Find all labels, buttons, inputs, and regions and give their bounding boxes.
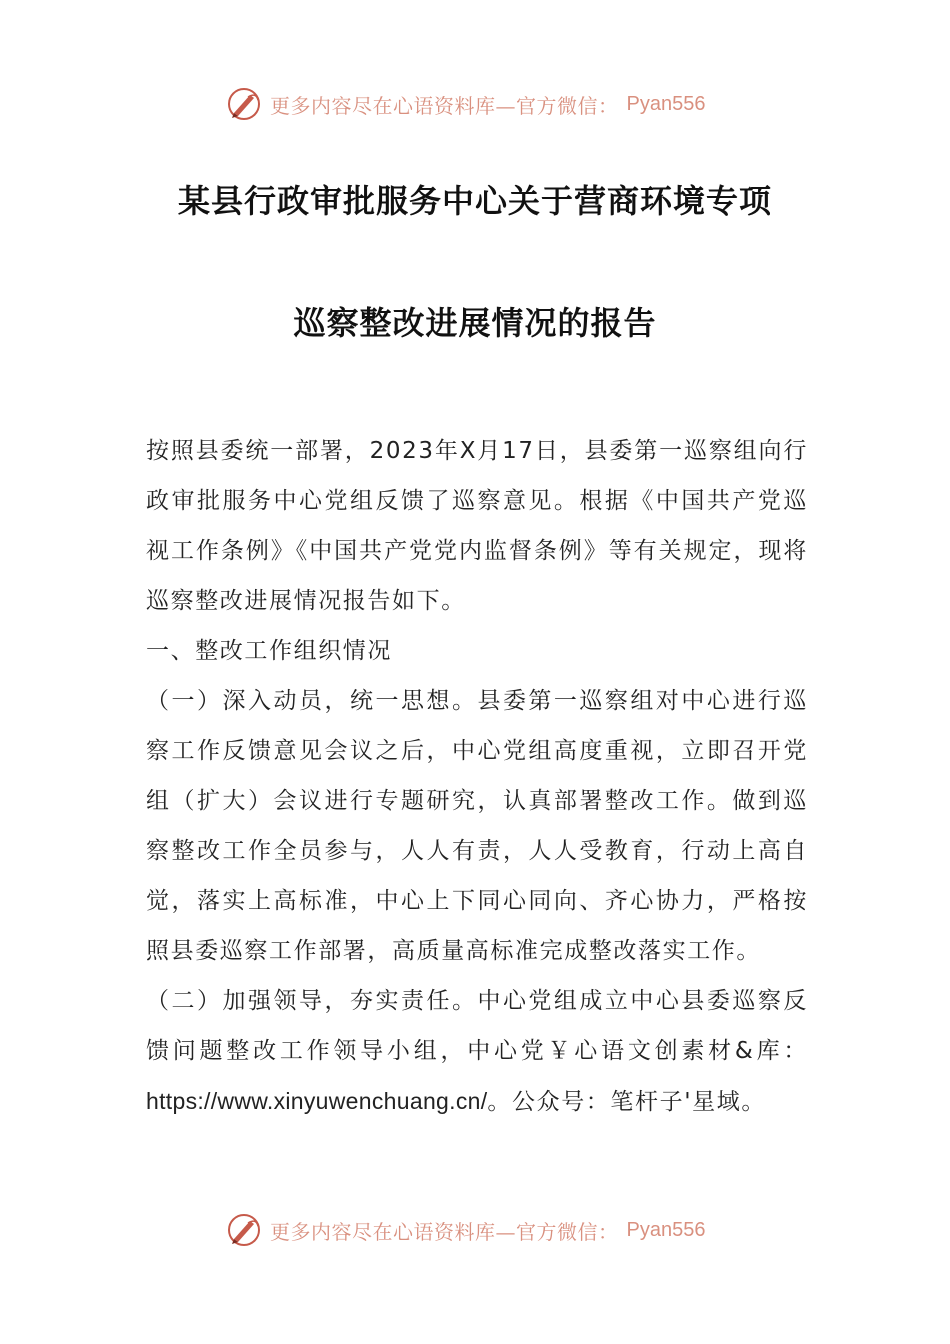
website-url: https://www.xinyuwenchuang.cn/ xyxy=(146,1088,488,1114)
paragraph-mobilization: （一）深入动员，统一思想。县委第一巡察组对中心进行巡察工作反馈意见会议之后，中心党组高度重视，立即召开党组（扩大）会议进行专题研究，认真部署整改工作。做到巡察整改工作全员参与，人人有责，人人受教育，行动上高自觉，落实上高标准，中心上下同心同向、齐心协力，严格按照县委巡察工作部署，高质量高标准完成整改落实工作。 xyxy=(146,688,808,964)
watermark-text: 更多内容尽在心语资料库—官方微信： xyxy=(270,93,619,118)
paragraph-intro: 按照县委统一部署，2023年X月17日，县委第一巡察组向行政审批服务中心党组反馈了巡察意见。根据《中国共产党巡视工作条例》《中国共产党党内监督条例》等有关规定，现将巡察整改进展情况报告如下。 xyxy=(146,438,808,614)
watermark-text: 更多内容尽在心语资料库—官方微信： xyxy=(270,1219,619,1244)
paragraph-leadership-text: （二）加强领导，夯实责任。中心党组成立中心县委巡察反馈问题整改工作领导小组，中心党￥心语文创素材&库： xyxy=(146,988,808,1064)
document-body xyxy=(146,426,808,1127)
watermark-banner-top xyxy=(226,84,705,124)
watermark-wechat: Pyan556 xyxy=(626,92,706,115)
document-title-line-2: 巡察整改进展情况的报告 xyxy=(293,304,657,342)
pen-logo-icon xyxy=(226,1212,262,1248)
paragraph-leadership-tail: 。公众号：笔杆子'星域。 xyxy=(487,1089,766,1115)
watermark-wechat: Pyan556 xyxy=(626,1218,706,1241)
pen-logo-icon xyxy=(226,86,262,122)
document-title-line-1: 某县行政审批服务中心关于营商环境专项 xyxy=(177,182,772,220)
watermark-banner-bottom xyxy=(226,1210,705,1250)
paragraph-leadership xyxy=(146,976,808,1127)
section-heading-1: 一、整改工作组织情况 xyxy=(146,638,392,664)
